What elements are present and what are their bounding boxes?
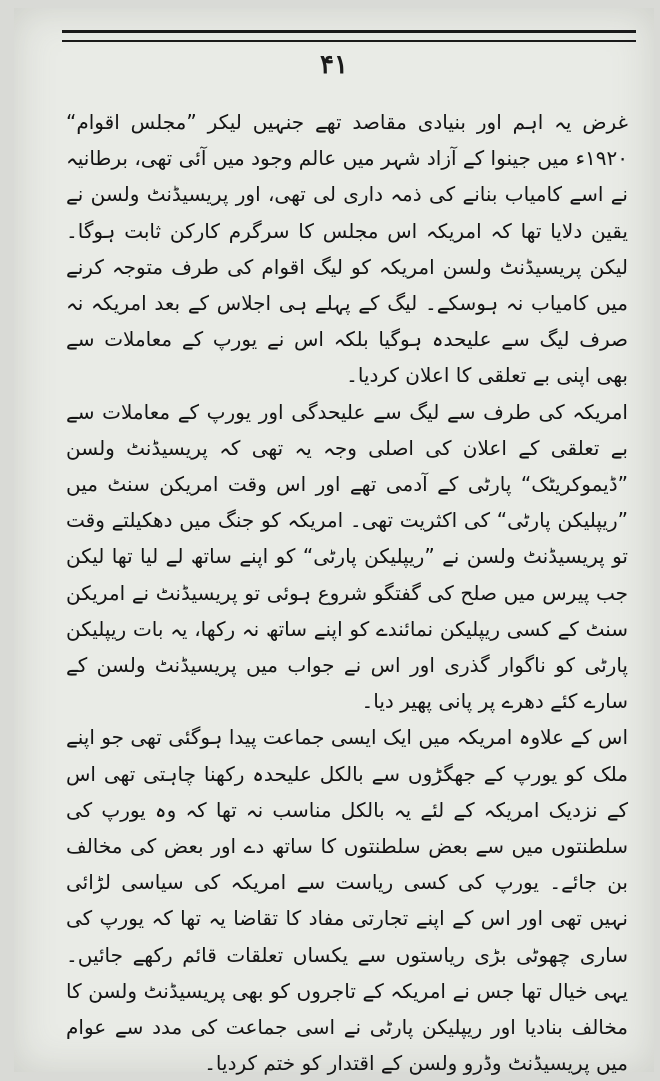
page-number: ۴۱ — [320, 50, 348, 80]
paragraph-3: اس کے علاوہ امریکہ میں ایک ایسی جماعت پیدا ہوگئی تھی جو اپنے ملک کو یورپ کے جھگڑوں سے بالکل علیحدہ رکھنا چاہتی تھی اس کے نزدیک امریکہ کے لئے یہ بالکل مناسب نہ تھا کہ وہ یورپ کی سلطنتوں میں سے بعض سلطنتوں کا ساتھ دے اور بعض کی مخالف بن جائے۔ یورپ کی کسی ریاست سے امریکہ کی سیاسی لڑائی نہیں تھی اور اس کے اپنے تجارتی مفاد کا تقاضا یہ تھا کہ یورپ کی ساری چھوٹی بڑی ریاستوں سے یکساں تعلقات قائم رکھے جائیں۔ یہی خیال تھا جس نے امریکہ کے تاجروں کو بھی پریسیڈنٹ ولسن کا مخالف بنادیا اور ریپلیکن پارٹی نے اسی جماعت کی مدد سے عوام میں پریسیڈنٹ وڈرو ولسن کے اقتدار کو ختم کردیا۔ — [66, 725, 628, 1076]
header-rule-bottom — [62, 40, 636, 42]
paragraph-1: غرض یہ اہم اور بنیادی مقاصد تھے جنہیں لیکر ”مجلس اقوام“ ۱۹۲۰ء میں جینوا کے آزاد شہر میں عالم وجود میں آئی تھی، برطانیہ نے اسے کامیاب بنانے کی ذمہ داری لی تھی، اور پریسیڈنٹ ولسن نے یقین دلایا تھا کہ امریکہ اس مجلس کا سرگرم کارکن ثابت ہوگا۔ لیکن پریسیڈنٹ ولسن امریکہ کو لیگ اقوام کی طرف متوجہ کرنے میں کامیاب نہ ہوسکے۔ لیگ کے پہلے ہی اجلاس کے بعد امریکہ نہ صرف لیگ سے علیحدہ ہوگیا بلکہ اس نے یورپ کے معاملات سے بھی اپنی بے تعلقی کا اعلان کردیا۔ — [66, 110, 628, 388]
header-rule-top — [62, 30, 636, 33]
book-page — [14, 8, 654, 1076]
page-body — [66, 104, 628, 1076]
paragraph-2: امریکہ کی طرف سے لیگ سے علیحدگی اور یورپ کے معاملات سے بے تعلقی کے اعلان کی اصلی وجہ یہ تھی کہ پریسیڈنٹ ولسن ”ڈیموکریٹک“ پارٹی کے آدمی تھے اور اس وقت امریکن سنٹ میں ”ریپلیکن پارٹی“ کی اکثریت تھی۔ امریکہ کو جنگ میں دھکیلتے وقت تو پریسیڈنٹ ولسن نے ”ریپلیکن پارٹی“ کو اپنے ساتھ لے لیا تھا لیکن جب پیرس میں صلح کی گفتگو شروع ہوئی تو پریسیڈنٹ نے امریکن سنٹ کے کسی ریپلیکن نمائندے کو اپنے ساتھ نہ رکھا، یہ بات ریپلیکن پارٹی کو ناگوار گذری اور اس نے جواب میں پریسیڈنٹ ولسن کے سارے کئے دھرے پر پانی پھیر دیا۔ — [66, 399, 628, 714]
